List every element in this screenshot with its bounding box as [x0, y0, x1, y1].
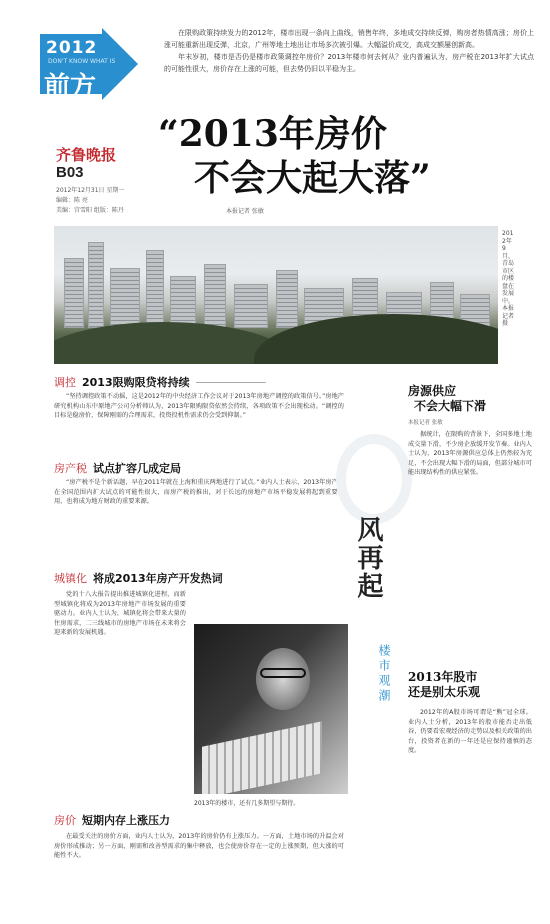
glasses [260, 668, 306, 678]
right-article-2-text: 2012年的A股市场可谓是“熊”冠全球。业内人士分析，2013年的股市能否走出低谷，仍要看宏观经济的走势以及相关政策的出台，投资者在新的一年还是应保持谨慎的态度。 [408, 709, 532, 754]
headline-byline: 本报记者 张敏 [226, 208, 264, 215]
section-heading [54, 374, 344, 390]
section-text: “房产税不是个新话题，早在2011年就在上海和重庆两地进行了试点。”业内人士表示，2013年房产税在全国范围内扩大试点的可能性很大，而房产税的推出，对于长远的房地产市场平稳发展将起到重要作用，也将成为地方财政的重要来源。 [54, 479, 344, 505]
person-with-building-model-photo [194, 624, 348, 794]
dateline-date: 2012年12月31日 星期一 [56, 187, 125, 194]
column-label [348, 504, 398, 774]
section-body [54, 832, 344, 916]
right-article-2-body [408, 708, 532, 916]
column-label-sub: 楼市观潮 [377, 644, 391, 704]
section-body [54, 478, 344, 554]
section-title: 将成2013年房产开发热词 [93, 572, 223, 585]
masthead-year: 2012 [46, 38, 98, 58]
right-article-1-title [408, 384, 486, 414]
section-title: 短期内存上涨压力 [82, 814, 170, 827]
dateline [56, 186, 166, 216]
section-text: “坚持调控政策不动摇，这是2012年的中央经济工作会议对于2013年房地产调控的政策信号。”房地产研究机构山东中原地产公司分析师认为，2013年限购限贷依然会持续，各项政策不会出现松动。“调控的目标是稳房价，保障刚需的合理需求，投资投机性需求仍会受到抑制。” [54, 393, 344, 419]
section-text: 在最受关注的房价方面，业内人士认为，2013年的房价仍有上涨压力。一方面，土地市场的升温会对房价形成推动；另一方面，刚需和改善型需求的集中释放，也会使房价存在一定的上涨预期，但大涨的可能性不大。 [54, 833, 344, 859]
building-model [202, 721, 322, 794]
section-title: 2013限购限贷将持续 [82, 376, 190, 389]
lead-paragraphs [164, 28, 534, 76]
right-article-1-body [408, 430, 532, 650]
section-heading [54, 812, 344, 828]
section-rule [196, 382, 266, 383]
newspaper-page [10, 4, 542, 918]
right-article-2-title-b: 还是别太乐观 [408, 685, 481, 699]
right-article-1-text: 据统计，在限购的背景下，全国多地土地成交量下滑，不少房企放缓开发节奏。业内人士认为，2013年房源供应总体上仍然较为充足，不会出现大幅下滑的局面，但部分城市可能出现结构性的供应紧张。 [408, 431, 532, 476]
right-article-1-byline: 本报记者 张敏 [408, 420, 443, 426]
dateline-design: 美编：宫雪阳 组版：陈丹 [56, 207, 124, 214]
page-number: B03 [56, 164, 84, 181]
section-keyword: 房产税 [54, 462, 87, 475]
right-article-2-title [408, 670, 480, 700]
section-body [54, 392, 344, 452]
person-head [256, 648, 310, 710]
column-label-main: 风再起 [353, 516, 383, 600]
main-headline [158, 112, 458, 200]
photo-caption: 2012年9月，青岛市区的楼盘在发展中。本报记者 摄 [502, 230, 515, 327]
headline-line-2: 不会大起大落” [194, 157, 431, 199]
section-title: 试点扩容几成定局 [93, 462, 181, 475]
masthead-tag: DON'T KNOW WHAT IS [48, 58, 116, 65]
right-article-1-title-a: 房源供应 [408, 384, 457, 398]
section-arrow-logo [40, 28, 138, 100]
lead-paragraph: 年末岁初，楼市是否仍是楼市政策调控年房价？2013年楼市何去何从？业内普遍认为，房产税在2013年扩大试点的可能性很大，房价存在上涨的可能，但去势仍旧以平稳为主。 [164, 53, 534, 73]
section-keyword: 城镇化 [54, 572, 87, 585]
dateline-editor: 编辑：陈 亮 [56, 197, 88, 204]
section-keyword: 调控 [54, 376, 76, 389]
right-article-1-title-b: 不会大幅下滑 [414, 399, 487, 413]
headline-line-1: “2013年房价 [158, 113, 387, 155]
lead-paragraph: 在限购政策持续发力的2012年，楼市出现一条向上曲线，销售年终，多地成交持续反弹，购房者热情高涨；房价上涨可能重新出现反弹，北京，广州等地土地出让市场多次被引爆。大幅溢价成交，高成交额屡创新高。 [164, 29, 534, 49]
right-article-2-title-a: 2013年股市 [408, 670, 478, 684]
section-body [54, 590, 186, 790]
section-heading [54, 570, 344, 586]
city-skyline-photo [54, 226, 498, 364]
masthead-title: 前方 [44, 72, 97, 102]
newspaper-brand: 齐鲁晚报 [56, 146, 117, 164]
section-heading [54, 460, 344, 476]
section-keyword: 房价 [54, 814, 76, 827]
section-text: 党的十八大报告提出推进城镇化进程，而新型城镇化将成为2013年房地产市场发展的重要驱动力。业内人士认为，城镇化将会带来大量的住房需求，二三线城市的房地产市场在未来将会迎来新的发展机遇。 [54, 591, 186, 636]
photo2-caption: 2013年的楼市，还有几多期望与期待。 [194, 800, 300, 807]
